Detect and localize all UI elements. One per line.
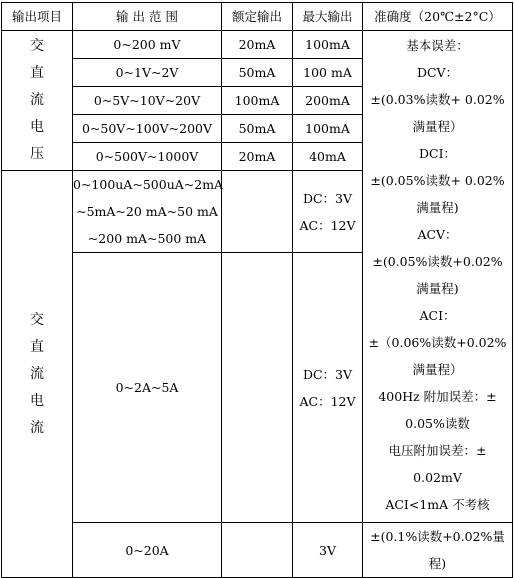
rated-cell: [222, 523, 293, 578]
accuracy-line: 电压附加误差：±: [388, 443, 487, 458]
rated-cell: 100mA: [222, 87, 293, 115]
specification-table: [1, 2, 513, 578]
range-cell: 0~1V~2V: [73, 59, 222, 87]
accuracy-line: 满量程）: [412, 362, 463, 377]
header-output-item: 输出项目: [2, 3, 73, 31]
max-cell: DC：3V AC：12V: [293, 253, 363, 523]
dc-voltage-label: 交 直 流 电 压: [2, 31, 73, 171]
header-row: [2, 3, 513, 31]
max-cell: 40mA: [293, 143, 363, 171]
accuracy-line: 满量程): [416, 281, 459, 296]
dc-current-label: 交 直 流 电 流: [2, 171, 73, 578]
max-cell: 200mA: [293, 87, 363, 115]
accuracy-line: DCV：: [416, 65, 459, 80]
table-row: [2, 523, 513, 578]
rated-cell: 50mA: [222, 59, 293, 87]
accuracy-line: 满量程): [416, 200, 459, 215]
rated-cell: 20mA: [222, 143, 293, 171]
accuracy-line: ACI：: [419, 308, 456, 323]
range-cell: 0~2A~5A: [73, 253, 222, 523]
header-rated-output: 额定输出: [222, 3, 293, 31]
accuracy-line: ±(0.03%读数+ 0.02%: [370, 92, 505, 107]
header-max-output: 最大输出: [293, 3, 363, 31]
accuracy-line: 0.02mV: [413, 470, 462, 485]
accuracy-line: ACV：: [417, 227, 458, 242]
range-cell: 0~500V~1000V: [73, 143, 222, 171]
accuracy-line: 满量程）: [412, 119, 463, 134]
range-cell: 0~100uA~500uA~2mA ~5mA~20 mA~50 mA ~200 mA~500 mA: [73, 171, 222, 253]
max-cell: DC：3V AC：12V: [293, 171, 363, 253]
range-cell: 0~20A: [73, 523, 222, 578]
rated-cell: 50mA: [222, 115, 293, 143]
range-cell: 0~200 mV: [73, 31, 222, 59]
table-row: [2, 31, 513, 59]
rated-cell: 20mA: [222, 31, 293, 59]
range-cell: 0~50V~100V~200V: [73, 115, 222, 143]
accuracy-line: ±(0.05%读数+ 0.02%: [370, 173, 505, 188]
accuracy-line: ±（0.06%读数+0.02%: [368, 335, 507, 350]
accuracy-cell: [363, 31, 513, 523]
accuracy-line: 0.05%读数: [405, 416, 470, 431]
accuracy-line: 400Hz 附加误差：±: [378, 389, 497, 404]
accuracy-line: ±(0.05%读数+0.02%: [372, 254, 503, 269]
max-cell: 100 mA: [293, 59, 363, 87]
range-cell: 0~5V~10V~20V: [73, 87, 222, 115]
accuracy-line: 基本误差：: [406, 38, 469, 53]
max-cell: 100mA: [293, 31, 363, 59]
max-cell: 100mA: [293, 115, 363, 143]
accuracy-line: DCI：: [418, 146, 457, 161]
rated-cell: [222, 253, 293, 523]
header-output-range: 输 出 范 围: [73, 3, 222, 31]
max-cell: 3V: [293, 523, 363, 578]
header-accuracy: 准确度（20℃±2°C）: [363, 3, 513, 31]
rated-cell: [222, 171, 293, 253]
accuracy-cell-20a: ±(0.1%读数+0.02%量 程): [363, 523, 513, 578]
accuracy-line: ACI<1mA 不考核: [385, 497, 490, 512]
